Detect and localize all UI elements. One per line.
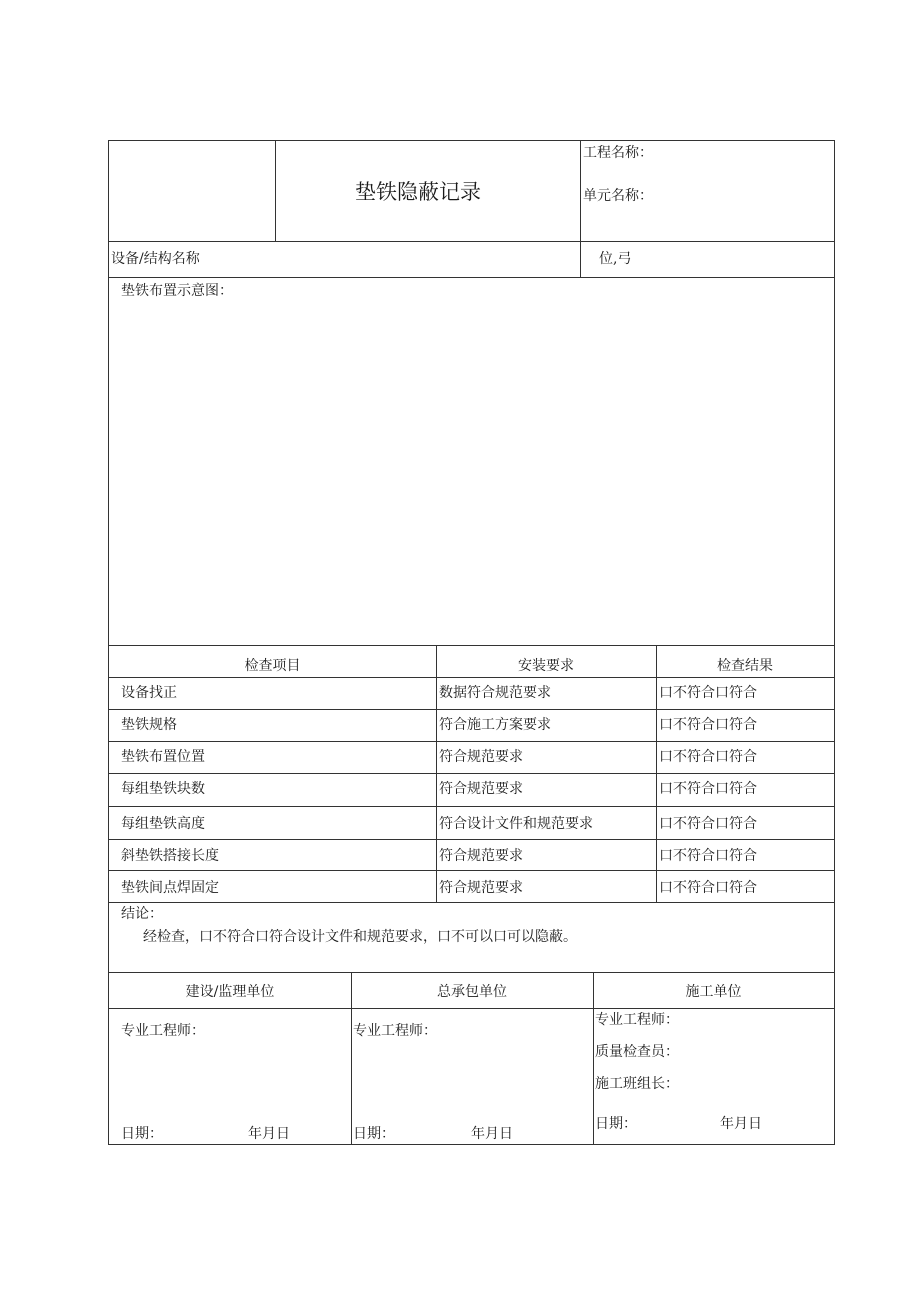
- table-header-line: [109, 677, 834, 678]
- table-row-item: 每组垫铁高度: [121, 816, 205, 832]
- conclusion-text: 经检查，口不符合口符合设计文件和规范要求，口不可以口可以隐蔽。: [143, 929, 577, 945]
- table-header-requirement: 安装要求: [518, 658, 574, 674]
- table-row-result: 口不符合口符合: [659, 816, 757, 832]
- position-label: 位,弓: [599, 251, 632, 267]
- signature-header-construction-unit: 施工单位: [685, 984, 742, 1000]
- table-row-line: [109, 839, 834, 840]
- table-row-result: 口不符合口符合: [659, 749, 757, 765]
- table-row-line: [109, 806, 834, 807]
- signature-header-line: [109, 1008, 834, 1009]
- record-form: [108, 140, 835, 1145]
- signature-header-general-contractor: 总承包单位: [437, 984, 507, 1000]
- table-row-item: 垫铁布置位置: [121, 749, 205, 765]
- equipment-row-bottom-line: [109, 277, 834, 278]
- table-row-requirement: 符合规范要求: [439, 781, 523, 797]
- col1-engineer-label: 专业工程师：: [121, 1023, 205, 1039]
- header-divider-left: [275, 141, 276, 241]
- col3-team-leader-label: 施工班组长：: [595, 1076, 679, 1092]
- table-row-requirement: 数据符合规范要求: [439, 685, 551, 701]
- conclusion-bottom-line: [109, 972, 834, 973]
- diagram-bottom-line: [109, 645, 834, 646]
- unit-name-label: 单元名称：: [583, 188, 653, 204]
- signature-header-supervision: 建设/监理单位: [185, 984, 275, 1000]
- col3-date-ymd: 年月日: [720, 1116, 762, 1132]
- table-row-line: [109, 741, 834, 742]
- table-row-result: 口不符合口符合: [659, 880, 757, 896]
- table-row-requirement: 符合设计文件和规范要求: [439, 816, 593, 832]
- col1-date-label: 日期：: [121, 1126, 163, 1142]
- project-name-label: 工程名称：: [583, 145, 653, 161]
- col3-inspector-label: 质量检查员：: [595, 1044, 679, 1060]
- equipment-name-label: 设备/结构名称: [111, 251, 200, 267]
- table-row-requirement: 符合规范要求: [439, 848, 523, 864]
- conclusion-label: 结论：: [121, 906, 163, 922]
- table-row-item: 垫铁间点焊固定: [121, 880, 219, 896]
- table-row-requirement: 符合规范要求: [439, 749, 523, 765]
- table-row-item: 垫铁规格: [121, 717, 177, 733]
- table-row-requirement: 符合施工方案要求: [439, 717, 551, 733]
- col2-date-label: 日期：: [353, 1126, 395, 1142]
- table-header-item: 检查项目: [244, 658, 301, 674]
- table-row-result: 口不符合口符合: [659, 685, 757, 701]
- table-row-result: 口不符合口符合: [659, 781, 757, 797]
- table-row-line: [109, 709, 834, 710]
- col3-date-label: 日期：: [595, 1116, 637, 1132]
- table-row-result: 口不符合口符合: [659, 717, 757, 733]
- form-title: 垫铁隐蔽记录: [355, 180, 481, 204]
- table-row-item: 斜垫铁搭接长度: [121, 848, 219, 864]
- table-row-result: 口不符合口符合: [659, 848, 757, 864]
- col2-date-ymd: 年月日: [471, 1126, 513, 1142]
- col3-engineer-label: 专业工程师：: [595, 1012, 679, 1028]
- col1-date-ymd: 年月日: [248, 1126, 290, 1142]
- diagram-label: 垫铁布置示意图：: [121, 283, 233, 299]
- header-bottom-line: [109, 241, 834, 242]
- table-row-line: [109, 870, 834, 871]
- table-bottom-line: [109, 902, 834, 903]
- table-row-item: 设备找正: [121, 685, 177, 701]
- table-row-line: [109, 773, 834, 774]
- col2-engineer-label: 专业工程师：: [353, 1023, 437, 1039]
- table-row-requirement: 符合规范要求: [439, 880, 523, 896]
- table-header-result: 检查结果: [717, 658, 773, 674]
- header-divider-right: [580, 141, 581, 277]
- table-row-item: 每组垫铁块数: [121, 781, 205, 797]
